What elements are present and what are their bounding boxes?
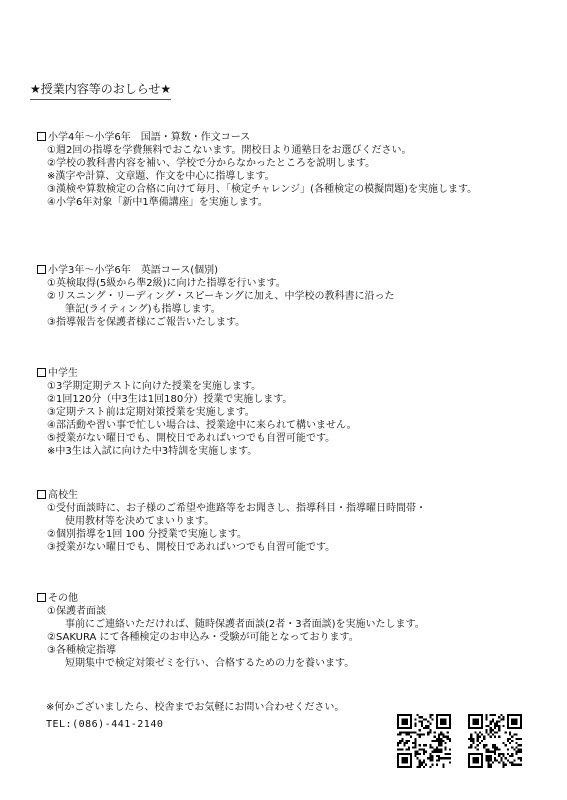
list-item: ③漢検や算数検定の合格に向けて毎月、「検定チャレンジ」(各種検定の模擬問題)を実施します。 xyxy=(47,184,478,195)
list-item: ①保護者面談 xyxy=(47,606,106,617)
list-item: ②個別指導を1回 100 分授業で実施します。 xyxy=(47,529,247,540)
contact-note: ※何かございましたら、校舎までお気軽にお問い合わせください。 xyxy=(46,702,345,713)
phone-number: TEL:(086)-441-2140 xyxy=(46,719,164,730)
list-item-continuation: 使用教材等を決めてまいります。 xyxy=(65,516,215,527)
section-other xyxy=(37,592,425,670)
checkbox-icon xyxy=(37,593,46,602)
section-elementary-english xyxy=(37,264,394,329)
list-item: ③指導報告を保護者様にご報告いたします。 xyxy=(47,317,246,328)
list-item: ①週2回の指導を学費無料でおこないます。開校日より通塾日をお選びください。 xyxy=(47,145,412,156)
qr-code-icon xyxy=(397,714,451,768)
section-high-school xyxy=(37,489,426,554)
list-item-continuation: 筆記(ライティング)も指導します。 xyxy=(65,304,221,315)
list-item: ⑤授業がない曜日でも、開校日であればいつでも自習可能です。 xyxy=(47,433,336,444)
list-item: ②学校の教科書内容を補い、学校で分からなかったところを説明します。 xyxy=(47,158,376,169)
page-title: ★授業内容等のおしらせ★ xyxy=(30,80,171,100)
list-item: ※中3生は入試に向けた中3特訓を実施します。 xyxy=(47,446,258,457)
section-elementary-japanese-math xyxy=(37,131,477,209)
checkbox-icon xyxy=(37,265,46,274)
list-item: ①英検取得(5級から準2級)に向けた指導を行います。 xyxy=(47,278,286,289)
list-item: ①受付面談時に、お子様のご希望や進路等をお聞きし、指導科目・指導曜日時間帯・ xyxy=(47,503,426,514)
list-item-continuation: 短期集中で検定対策ゼミを行い、合格するための力を養います。 xyxy=(65,658,355,669)
list-item: ②リスニング・リーディング・スピーキングに加え、中学校の教科書に沿った xyxy=(47,291,395,302)
checkbox-icon xyxy=(37,132,46,141)
list-item: ※漢字や計算、文章題、作文を中心に指導します。 xyxy=(47,171,275,182)
list-item: ③各種検定指導 xyxy=(47,645,116,656)
section-title: 高校生 xyxy=(37,489,426,502)
list-item: ②1回120分（中3生は1回180分）授業で実施します。 xyxy=(47,394,293,405)
checkbox-icon xyxy=(37,490,46,499)
list-item: ②SAKURA にて各種検定のお申込み・受験が可能となっております。 xyxy=(47,632,359,643)
list-item: ④小学6年対象「新中1準備講座」を実施します。 xyxy=(47,197,268,208)
section-title: 小学3年～小学6年 英語コース(個別) xyxy=(37,264,394,277)
section-title: 小学4年～小学6年 国語・算数・作文コース xyxy=(37,131,477,144)
section-title: 中学生 xyxy=(37,367,357,380)
footer xyxy=(46,699,344,733)
list-item: ③定期テスト前は定期対策授業を実施します。 xyxy=(47,407,255,418)
section-title: その他 xyxy=(37,592,425,605)
qr-code-icon xyxy=(468,714,522,768)
list-item-continuation: 事前にご連絡いただければ、随時保護者面談(2者・3者面談)を実施いたします。 xyxy=(65,619,425,630)
list-item: ③授業がない曜日でも、開校日であればいつでも自習可能です。 xyxy=(47,542,336,553)
section-junior-high xyxy=(37,367,357,458)
checkbox-icon xyxy=(37,368,46,377)
list-item: ④部活動や習い事で忙しい場合は、授業途中に来られて構いません。 xyxy=(47,420,357,431)
list-item: ①3学期定期テストに向けた授業を実施します。 xyxy=(47,381,262,392)
